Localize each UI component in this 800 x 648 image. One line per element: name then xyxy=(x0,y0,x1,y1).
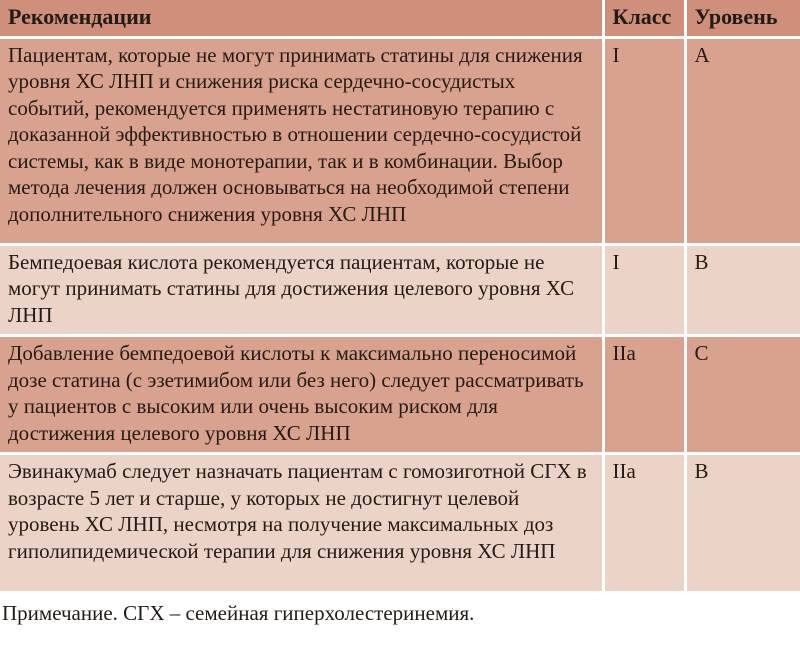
class-cell: I xyxy=(603,244,685,336)
class-cell: I xyxy=(603,37,685,244)
class-cell: IIa xyxy=(603,336,685,454)
class-cell: IIa xyxy=(603,454,685,591)
level-cell: B xyxy=(685,244,800,336)
level-cell: A xyxy=(685,37,800,244)
footnote: Примечание. СГХ – семейная гиперхолестеринемия. xyxy=(2,600,475,625)
recommendation-cell: Пациентам, которые не могут принимать статины для снижения уровня ХС ЛНП и снижения риска сердечно-сосудистых событий, рекомендуется применять нестатиновую терапию с доказанной эффективностью в отношении сердечно-сосудистой системы, как в виде монотерапии, так и в комбинации. Выбор метода лечения должен основываться на необходимой степени дополнительного снижения уровня ХС ЛНП xyxy=(0,37,603,244)
table-row xyxy=(0,336,800,454)
header-recommendations: Рекомендации xyxy=(0,0,603,37)
level-cell: B xyxy=(685,454,800,591)
table-row xyxy=(0,454,800,591)
table-row xyxy=(0,37,800,244)
recommendation-cell: Эвинакумаб следует назначать пациентам с гомозиготной СГХ в возрасте 5 лет и старше, у которых не достигнут целевой уровень ХС ЛНП, несмотря на получение максимальных доз гиполипидемической терапии для снижения уровня ХС ЛНП xyxy=(0,454,603,591)
level-cell: C xyxy=(685,336,800,454)
table-header-row xyxy=(0,0,800,37)
table-row xyxy=(0,244,800,336)
recommendation-cell: Бемпедоевая кислота рекомендуется пациентам, которые не могут принимать статины для достижения целевого уровня ХС ЛНП xyxy=(0,244,603,336)
header-class: Класс xyxy=(603,0,685,37)
header-level: Уровень xyxy=(685,0,800,37)
recommendation-cell: Добавление бемпедоевой кислоты к максимально переносимой дозе статина (с эзетимибом или без него) следует рассматривать у пациентов с высоким или очень высоким риском для достижения целевого уровня ХС ЛНП xyxy=(0,336,603,454)
